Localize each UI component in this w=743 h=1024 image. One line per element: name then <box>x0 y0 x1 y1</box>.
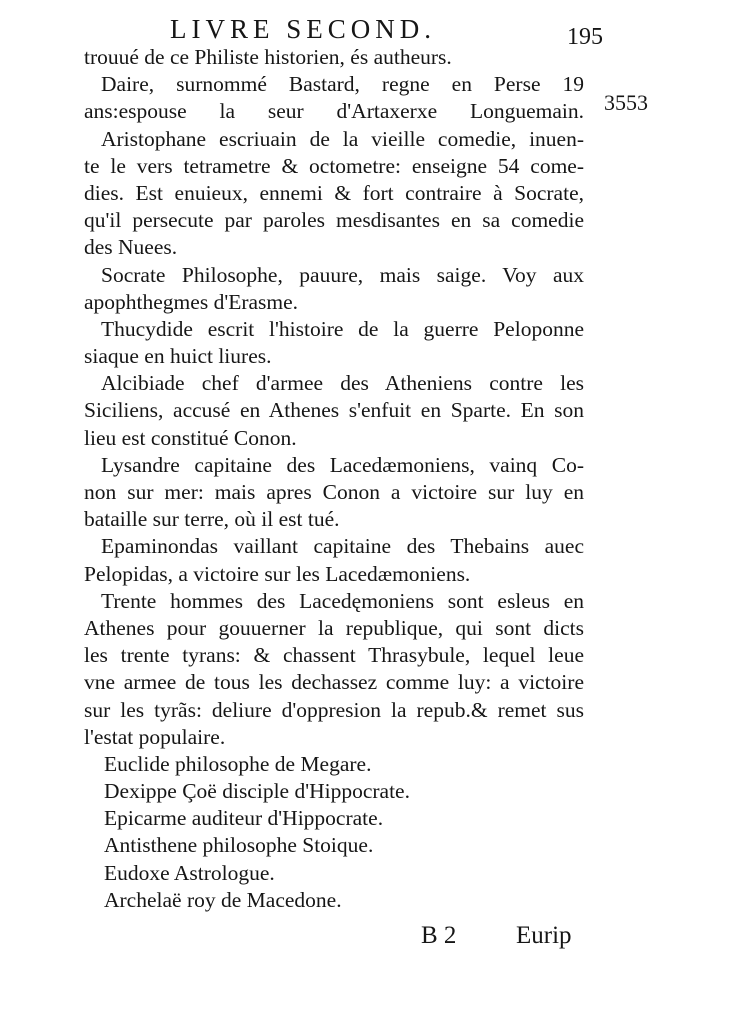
text-line-epaminondas: Epaminondas vaillant capitaine des Thebains auec <box>101 534 584 559</box>
text-line: non sur mer: mais apres Conon a victoire sur luy en <box>84 480 584 504</box>
text-line: Siciliens, accusé en Athenes s'enfuit en Sparte. En son <box>84 398 584 423</box>
text-line: ans:espouse la seur d'Artaxerxe Longuemain. <box>84 99 584 124</box>
text-line: vne armee de tous les dechassez comme luy: a victoire <box>84 670 584 695</box>
text-line: apophthegmes d'Erasme. <box>84 289 299 314</box>
text-line: sur les tyrãs: deliure d'oppresion la repub.& remet sus <box>84 697 584 722</box>
text-line: Athenes pour gouuerner la republique, qui sont dicts <box>84 615 584 640</box>
text-line-thucydide: Thucydide escrit l'histoire de la guerre Peloponne <box>101 316 584 341</box>
text-line: trouué de ce Philiste historien, és autheurs. <box>84 45 452 69</box>
text-line-dexippe: Dexippe Çoë disciple d'Hippocrate. <box>104 779 410 804</box>
text-line-antisthene: Antisthene philosophe Stoique. <box>104 833 374 858</box>
running-head: LIVRE SECOND. <box>170 14 436 44</box>
text-line: bataille sur terre, où il est tué. <box>84 507 340 532</box>
page-number: 195 <box>567 24 603 50</box>
text-line-aristophane: Aristophane escriuain de la vieille comedie, inuen- <box>101 126 584 151</box>
text-line-archelae: Archelaë roy de Macedone. <box>104 887 342 912</box>
text-line-daire: Daire, surnommé Bastard, regne en Perse 19 <box>101 72 584 97</box>
text-line: te le vers tetrametre & octometre: enseigne 54 come- <box>84 153 584 178</box>
text-line-alcibiade: Alcibiade chef d'armee des Atheniens contre les <box>101 371 584 396</box>
text-line: siaque en huict liures. <box>84 344 272 369</box>
text-line-trente: Trente hommes des Lacedęmoniens sont esleus en <box>101 588 584 613</box>
text-line: dies. Est enuieux, ennemi & fort contraire à Socrate, <box>84 180 584 205</box>
text-line: l'estat populaire. <box>84 724 226 749</box>
text-line-lysandre: Lysandre capitaine des Lacedæmoniens, vainq Co- <box>101 452 584 477</box>
text-line: Pelopidas, a victoire sur les Lacedæmoniens. <box>84 561 471 586</box>
text-line-socrate: Socrate Philosophe, pauure, mais saige. Voy aux <box>101 262 584 287</box>
text-line: lieu est constitué Conon. <box>84 425 297 450</box>
signature-mark: B 2 <box>421 922 457 949</box>
text-line-epicarme: Epicarme auditeur d'Hippocrate. <box>104 806 384 831</box>
text-line: qu'il persecute par paroles mesdisantes en sa comedie <box>84 208 584 233</box>
text-line-eudoxe: Eudoxe Astrologue. <box>104 860 275 885</box>
catchword: Eurip <box>516 922 572 949</box>
text-line: des Nuees. <box>84 235 178 260</box>
text-line-euclide: Euclide philosophe de Megare. <box>104 751 372 776</box>
margin-year-note: 3553 <box>604 90 648 115</box>
body-text <box>84 44 584 914</box>
text-line: les trente tyrans: & chassent Thrasybule, lequel leue <box>84 643 584 668</box>
